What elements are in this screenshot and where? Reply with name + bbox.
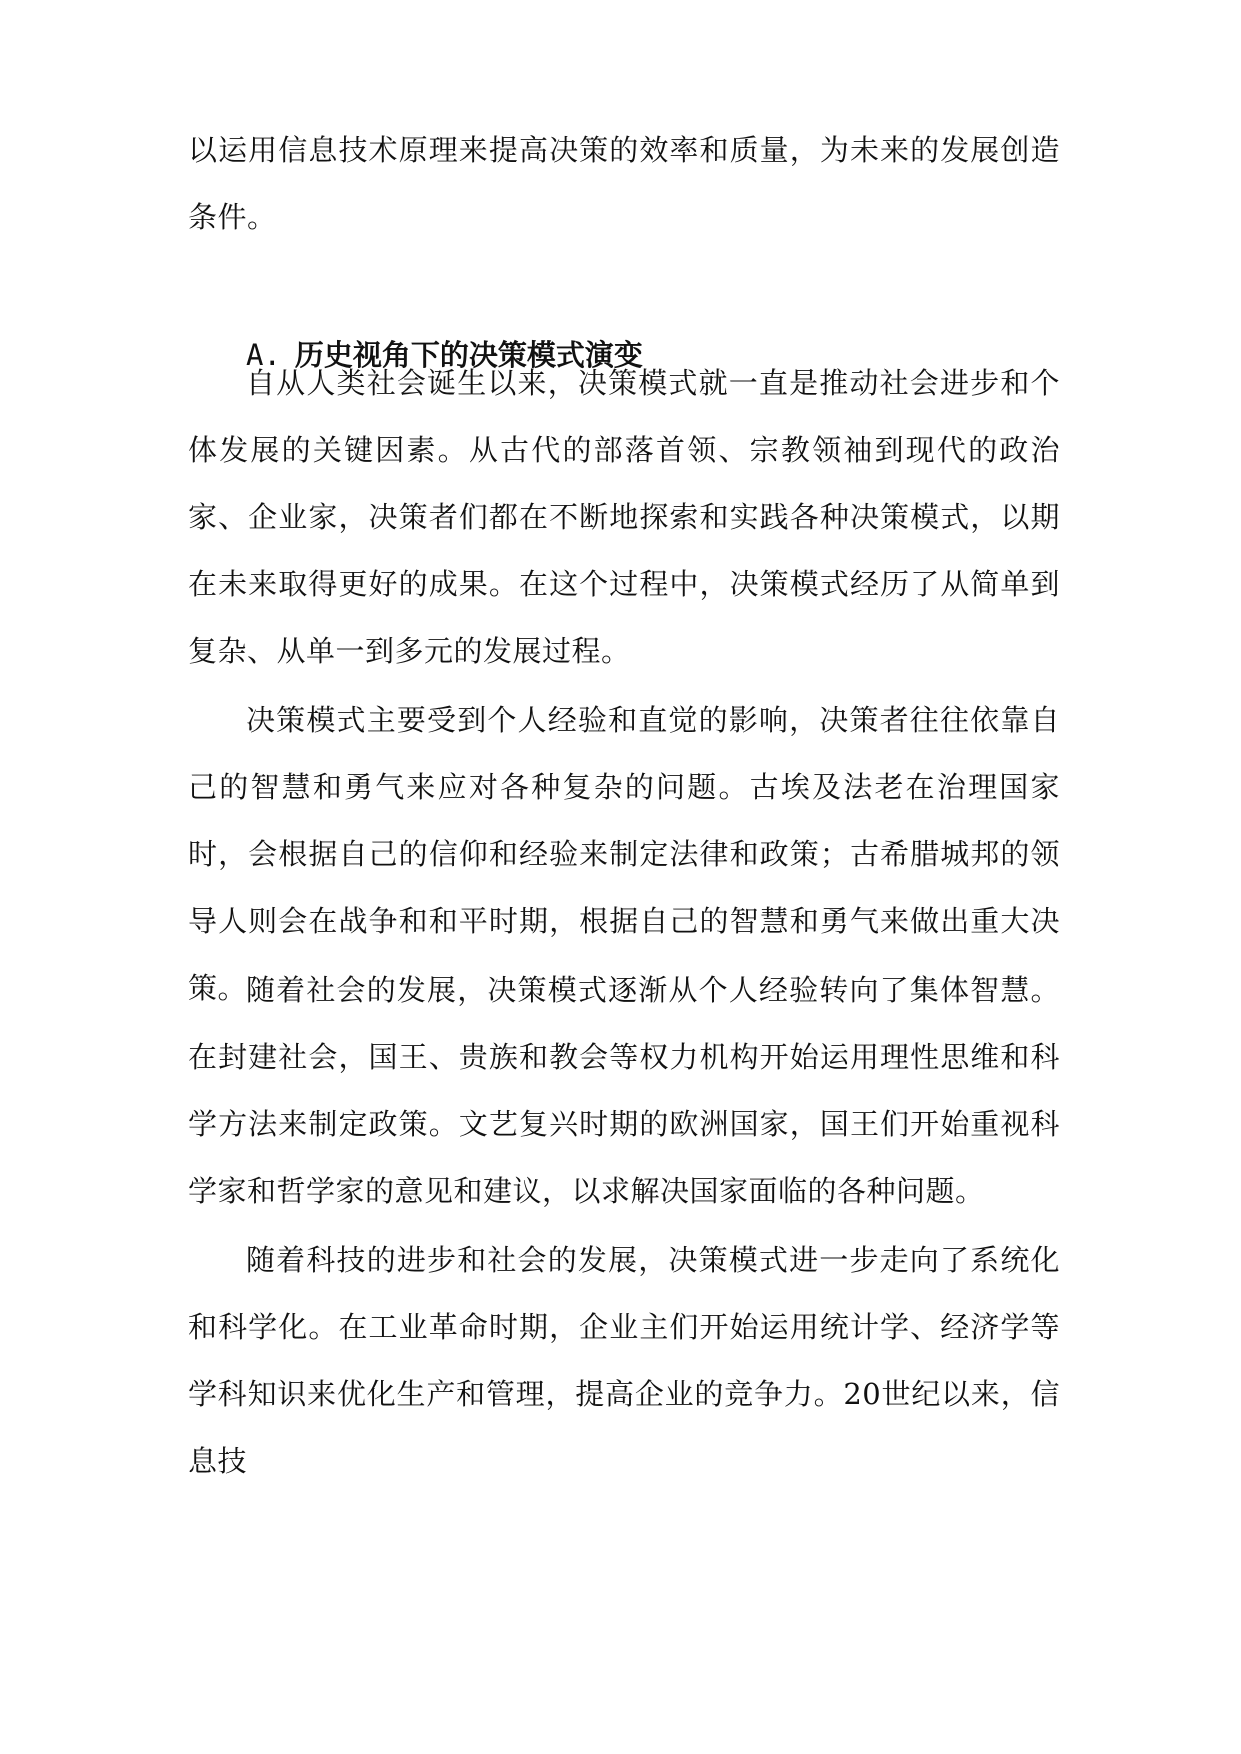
section-title: 历史视角下的决策模式演变 bbox=[294, 338, 643, 372]
paragraph-3: 随着社会的发展，决策模式逐渐从个人经验转向了集体智慧。在封建社会，国王、贵族和教会等权力机构开始运用理性思维和科学方法来制定政策。文艺复兴时期的欧洲国家，国王们开始重视科学家和哲学家的意见和建议，以求解决国家面临的各种问题。 bbox=[188, 973, 1060, 1208]
section-number: A. bbox=[246, 338, 281, 372]
continuation-paragraph: 以运用信息技术原理来提高决策的效率和质量，为未来的发展创造条件。 bbox=[188, 133, 1060, 234]
paragraph-4: 随着科技的进步和社会的发展，决策模式进一步走向了系统化和科学化。在工业革命时期，企业主们开始运用统计学、经济学等学科知识来优化生产和管理，提高企业的竞争力。20世纪以来，信息技 bbox=[188, 1243, 1060, 1478]
paragraph-1: 自从人类社会诞生以来，决策模式就一直是推动社会进步和个体发展的关键因素。从古代的部落首领、宗教领袖到现代的政治家、企业家，决策者们都在不断地探索和实践各种决策模式，以期在未来取得更好的成果。在这个过程中，决策模式经历了从简单到复杂、从单一到多元的发展过程。 bbox=[188, 366, 1060, 668]
paragraph-2: 决策模式主要受到个人经验和直觉的影响，决策者往往依靠自己的智慧和勇气来应对各种复杂的问题。古埃及法老在治理国家时，会根据自己的信仰和经验来制定法律和政策；古希腊城邦的领导人则会在战争和和平时期，根据自己的智慧和勇气来做出重大决策。 bbox=[188, 703, 1060, 1005]
